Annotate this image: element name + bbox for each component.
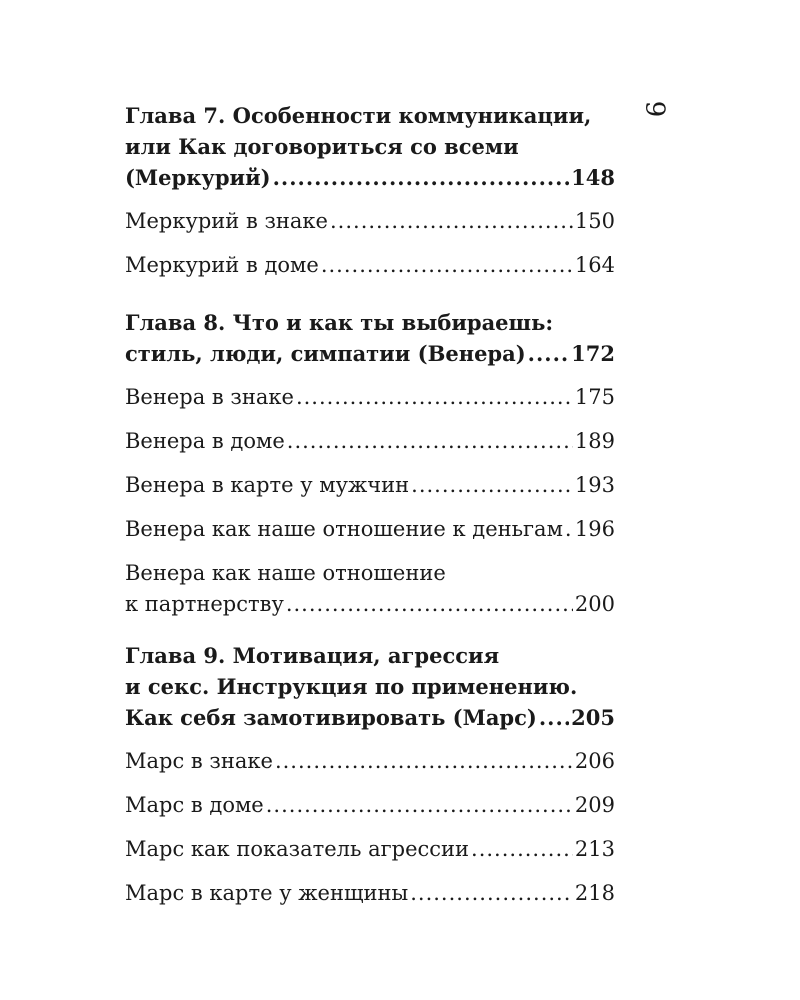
chapter-9 — [125, 640, 615, 909]
entry-page: 150 — [574, 209, 615, 233]
entry-page: 148 — [571, 165, 615, 190]
chapter-title-line: Глава 9. Мотивация, агрессия — [125, 643, 500, 668]
dot-leader — [273, 162, 570, 193]
dot-leader — [321, 250, 573, 281]
chapter-title-line: или Как договориться со всеми — [125, 134, 519, 159]
entry-label: Венера в доме — [125, 429, 285, 453]
toc-entry[interactable] — [125, 878, 615, 909]
dot-leader — [296, 382, 573, 413]
entry-page: 172 — [571, 341, 615, 366]
entry-label: к партнерству — [125, 592, 284, 616]
chapter-title-entry[interactable] — [125, 162, 615, 193]
entry-label: Меркурий в знаке — [125, 209, 328, 233]
toc-entry[interactable] — [125, 470, 615, 501]
entry-page: 200 — [574, 592, 615, 616]
toc-entry[interactable] — [125, 514, 615, 545]
toc-entry[interactable] — [125, 250, 615, 281]
toc-entry-multiline[interactable] — [125, 558, 615, 620]
page-number: 9 — [639, 100, 670, 118]
dot-leader — [275, 746, 573, 777]
entry-page: 175 — [574, 385, 615, 409]
dot-leader — [565, 514, 573, 545]
entry-label: (Меркурий) — [125, 165, 271, 190]
entry-page: 206 — [574, 749, 615, 773]
entry-page: 209 — [574, 793, 615, 817]
chapter-title-entry[interactable] — [125, 702, 615, 733]
dot-leader — [539, 702, 569, 733]
entry-label: Меркурий в доме — [125, 253, 319, 277]
dot-leader — [266, 790, 573, 821]
dot-leader — [528, 338, 570, 369]
dot-leader — [410, 878, 573, 909]
dot-leader — [287, 426, 573, 457]
chapter-title-line: Глава 7. Особенности коммуникации, — [125, 103, 592, 128]
entry-page: 193 — [574, 473, 615, 497]
entry-label: Венера как наше отношение к деньгам — [125, 517, 563, 541]
toc-entry[interactable] — [125, 790, 615, 821]
toc-entry[interactable] — [125, 382, 615, 413]
toc-entry[interactable] — [125, 746, 615, 777]
entry-page: 218 — [574, 881, 615, 905]
entry-page: 164 — [574, 253, 615, 277]
chapter-title-line: Глава 8. Что и как ты выбираешь: — [125, 310, 554, 335]
entry-page: 196 — [574, 517, 615, 541]
dot-leader — [411, 470, 573, 501]
toc-entry[interactable] — [125, 206, 615, 237]
toc-entry-continuation — [125, 589, 615, 620]
entry-label: Марс в карте у женщины — [125, 881, 409, 905]
entry-label: стиль, люди, симпатии (Венера) — [125, 341, 526, 366]
dot-leader — [286, 589, 573, 620]
entry-label: Венера в карте у мужчин — [125, 473, 410, 497]
toc-entry[interactable] — [125, 426, 615, 457]
dot-leader — [471, 834, 573, 865]
chapter-7 — [125, 100, 615, 281]
entry-label: Венера в знаке — [125, 385, 294, 409]
chapter-8 — [125, 307, 615, 620]
entry-label: Марс в доме — [125, 793, 264, 817]
entry-label: Как себя замотивировать (Марс) — [125, 705, 537, 730]
entry-page: 189 — [574, 429, 615, 453]
entry-label: Марс в знаке — [125, 749, 273, 773]
entry-page: 205 — [571, 705, 615, 730]
entry-label-line: Венера как наше отношение — [125, 561, 446, 585]
entry-page: 213 — [574, 837, 615, 861]
dot-leader — [330, 206, 573, 237]
chapter-title-line: и секс. Инструкция по применению. — [125, 674, 578, 699]
table-of-contents — [125, 100, 615, 929]
toc-entry[interactable] — [125, 834, 615, 865]
chapter-title-entry[interactable] — [125, 338, 615, 369]
entry-label: Марс как показатель агрессии — [125, 837, 470, 861]
